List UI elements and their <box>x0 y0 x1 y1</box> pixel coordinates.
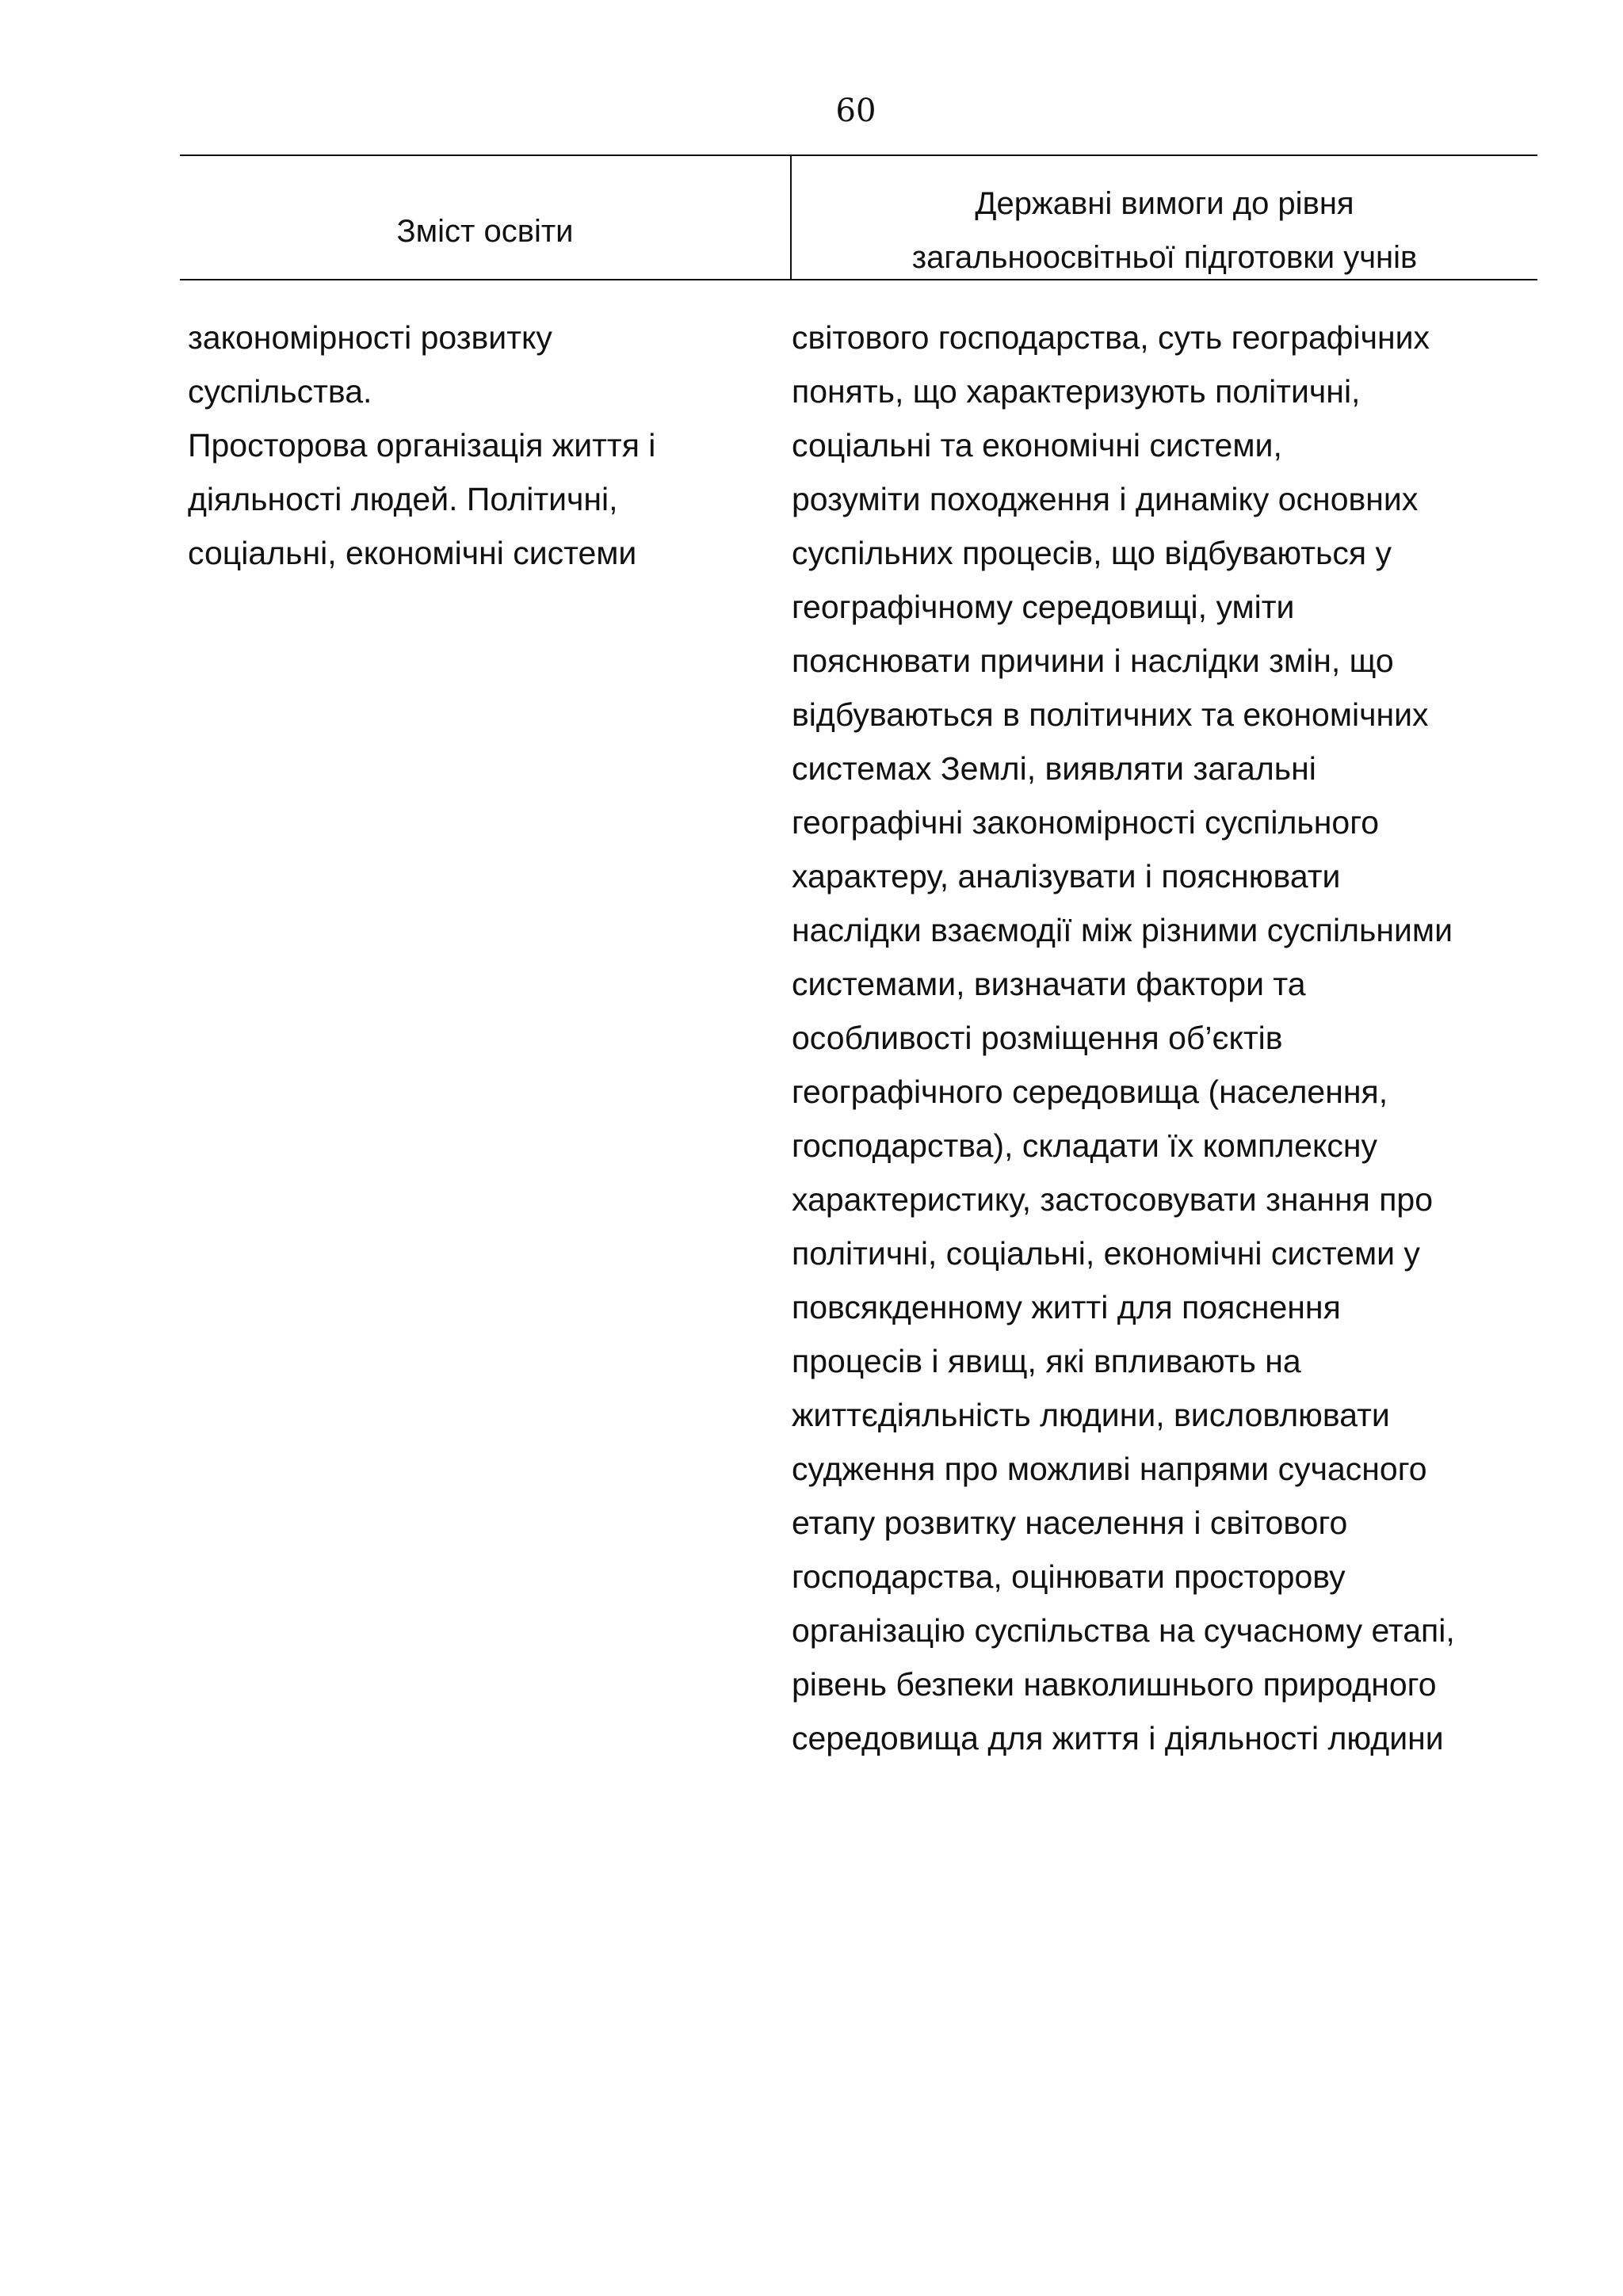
text-line: закономірності розвитку <box>188 319 552 356</box>
text-line: етапу розвитку населення і світового <box>792 1505 1348 1541</box>
text-line: географічного середовища (населення, <box>792 1074 1388 1110</box>
text-line: пояснювати причини і наслідки змін, що <box>792 643 1394 679</box>
text-line: організацію суспільства на сучасному етапі, <box>792 1612 1455 1649</box>
text-line: політичні, соціальні, економічні системи у <box>792 1235 1420 1272</box>
content-cell <box>188 311 655 580</box>
text-line: рівень безпеки навколишнього природного <box>792 1666 1437 1703</box>
text-line: процесів і явищ, які впливають на <box>792 1343 1301 1379</box>
text-line: понять, що характеризують політичні, <box>792 373 1361 410</box>
text-line: Просторова організація життя і <box>188 427 656 463</box>
text-line: системами, визначати фактори та <box>792 966 1306 1002</box>
table-top-rule <box>180 154 1537 156</box>
text-line: суспільства. <box>188 373 372 410</box>
text-line: географічні закономірності суспільного <box>792 804 1380 841</box>
text-line: господарства, оцінювати просторову <box>792 1558 1346 1595</box>
header-requirements-line: загальноосвітньої підготовки учнів <box>911 240 1418 275</box>
text-line: суспільних процесів, що відбуваються у <box>792 535 1392 571</box>
text-line: світового господарства, суть географічних <box>792 319 1430 356</box>
text-line: соціальні, економічні системи <box>188 535 637 571</box>
page-number: 60 <box>835 93 876 129</box>
text-line: географічному середовищі, уміти <box>792 589 1295 625</box>
text-line: господарства), складати їх комплексну <box>792 1127 1377 1164</box>
text-line: відбуваються в політичних та економічних <box>792 696 1429 733</box>
text-line: судження про можливі напрями сучасного <box>792 1451 1427 1487</box>
requirements-cell <box>792 311 1455 1765</box>
text-line: повсякденному житті для пояснення <box>792 1289 1341 1325</box>
text-line: діяльності людей. Політичні, <box>188 481 618 517</box>
text-line: життєдіяльність людини, висловлювати <box>792 1397 1390 1433</box>
text-line: характеристику, застосовувати знання про <box>792 1181 1434 1218</box>
text-line: характеру, аналізувати і пояснювати <box>792 858 1341 894</box>
text-line: наслідки взаємодії між різними суспільними <box>792 912 1453 948</box>
header-requirements-line: Державні вимоги до рівня <box>975 186 1354 221</box>
text-line: системах Землі, виявляти загальні <box>792 750 1316 787</box>
header-requirements-column <box>792 177 1537 284</box>
text-line: особливості розміщення об’єктів <box>792 1020 1283 1056</box>
text-line: соціальні та економічні системи, <box>792 427 1282 463</box>
text-line: розуміти походження і динаміку основних <box>792 481 1419 517</box>
header-content-column: Зміст освіти <box>396 214 574 249</box>
text-line: середовища для життя і діяльності людини <box>792 1720 1444 1756</box>
